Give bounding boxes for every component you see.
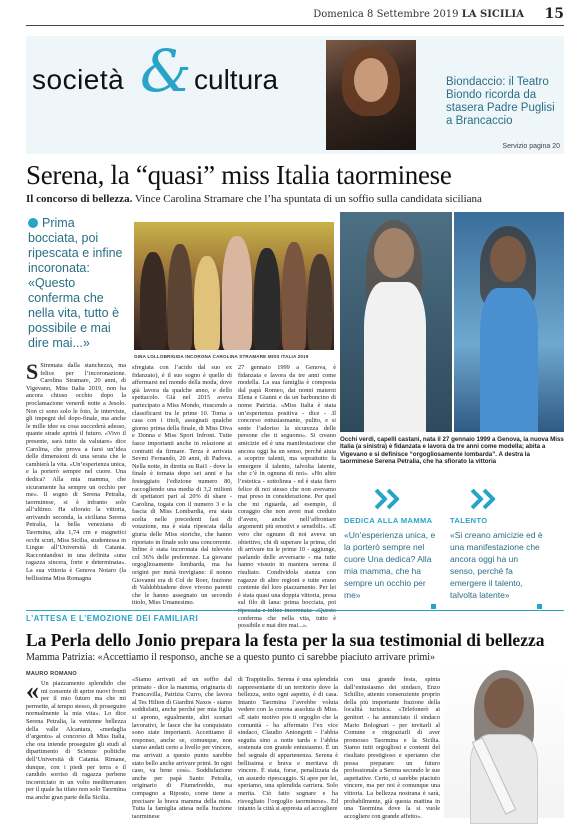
photos-caption-text: Occhi verdi, capelli castani, nata il 27 gennaio 1999 a Genova, la nuova Miss Italia (a sinistra) è fidanzata e lavora da tre anni come modella; abita a Vigevano e si definisce “orgogliosamente lombarda”. A destra la taorminese Serena Petralia, che ha sfiorato la vittoria xyxy=(340,436,564,466)
section-ampersand: & xyxy=(140,37,192,105)
photo-figure xyxy=(282,242,306,350)
section-label-left: società xyxy=(32,64,125,95)
photo-dress xyxy=(364,282,426,432)
opening-quote-icon: « xyxy=(26,676,39,705)
second-column-4: con una grande festa, spinta dall’entusiasmo dei sindaco, Enzo Schillio, attento consenziente proprio della più importante frazione della località turistica. «Telefonerò ai genitori - ha annunciato il sindaco Mario Bolognari - per invitarli al Comune e ringraziarli di aver promosso Taormina e la Sicilia. Siamo tutti orgogliosi e contenti del risultato prestigioso e speriamo che possa preparare un futuro professionale a Serena secondo le sue aspettative. Certo, ci sarebbe piaciuto vincere, ma per noi è comunque una vittoria. La bellezza nostrana è sarà, probabilmente, già questa mattina in una Taormina dove la si vuole accogliere con grande affetto». xyxy=(344,676,440,820)
section-banner xyxy=(26,36,564,154)
subhead-lead: Il concorso di bellezza. xyxy=(26,193,133,205)
second-column-1 xyxy=(26,676,126,818)
chevron-right-icon xyxy=(480,488,498,510)
photo-figure xyxy=(222,236,252,350)
subhead-text: Vince Carolina Stramare che l’ha spuntata di un soffio sulla candidata siciliana xyxy=(132,193,482,205)
box-title: DEDICA ALLA MAMMA xyxy=(344,516,433,525)
article-column-3: 27 gennaio 1999 a Genova, è fidanzata e lavora da tre anni come modella. La sua famiglia è composta dal papà Romeo, dai nonni materni Elena e Gianni e da un barboncino di nome Patrizia. «Miss Italia è stata un’esperienza positiva - dice - .Il concorso entusiasmante, pulito, e si sente l’adoriso la sicurezza delle persone che ti seguono». Si creano amicizie ed è una manifestazione che ancora oggi ha un senso, perché aiuta a scoprire talenti, ma soprattutto fa emergere il talento, talvolta latente, che c’è in ognuna di noi». «Ho altre l’estetica - sottolinea - ed è stata fiero felice di noi stesso che non avevamo mai preso in considerazione. Per quel che mi riguarda, ad esempio, il coraggio che non avrei mai creduto d’avere, anche nell’affrontare argomenti più emotivi e sensibili». «E vero che ognuno di noi aveva un obiettivo, chi di superare la prima, chi di arrivare tra le prime 10 - aggiunge, parlando delle avversarie - ma tutte hanno vissuto in maniera serena il risultato. Condividola stanza con ragazze di altre regioni e tutte erano contente del loro piazzamento. Per lei è stata quasi una doppia vittoria, presa sul filo di lana: prima bocciata, poi ripescata e infine incoronata: «Questo conferma che nella vita, tutto è possibile e mai dire mai...». xyxy=(238,364,336,630)
section-divider xyxy=(26,610,564,611)
teaser-reference: Servizio pagina 20 xyxy=(502,143,560,150)
issue-date: Domenica 8 Settembre 2019 xyxy=(313,9,459,20)
bullet-arrow-icon xyxy=(28,218,38,228)
serena-portrait-photo xyxy=(444,664,564,818)
article-column-1 xyxy=(26,359,126,608)
photo-figure xyxy=(308,254,332,350)
byline: MAURO ROMANO xyxy=(26,671,77,677)
teaser-photo-face xyxy=(354,58,388,102)
column-text: Stremata dalla stanchezza, ma felice per l’incoronazione. Carolina Stramare, 20 anni, di Vigevano, Miss Italia 2019, non ha ancora chiuso occhio dopo la proclamazione venerdì notte a Jesolo. Non ci sono solo le foto, le interviste, gli impegni del dopo-finale, ma anche le mille idee su cosa succederà adesso, quante strade aprirà il futuro. «Vivo il presente, sarà tutto da valutare» dice Carolina, che prova a farsi un’idea delle dimensioni di una serata che le cambierà la vita. «Un’esperienza unica, e la porterò sempre nel cuore. Una dedica? Alla mia mamma, che sicuramente ha sempre un occhio per me». Il sogno di Serena Petralia, taorminese, si è infranto solo all’ultimo. Ha sfiorato la vittoria, arrivando seconda, la siciliana Serena Petralia, la bella veneziana di Taormina, alta 1,74 cm e magnetici occhi scuri, Miss Sicilia, studentessa in Lingue all’Università di Catania. Raccontandosi in una definita «una ragazza sincera, forte e determinata». La sua vittoria è Genova Notaro (la bellissima Miss Romagna xyxy=(26,362,126,582)
drop-cap: S xyxy=(26,359,39,384)
pull-quote-text: Prima bocciata, poi ripescata e infine incoronata: «Questo conferma che nella vita, tutto è possibile e mai dire mai...» xyxy=(28,216,123,350)
photo-figure xyxy=(140,252,166,350)
photo-figure xyxy=(168,244,192,350)
teaser-photo xyxy=(326,40,416,150)
page-header xyxy=(26,6,564,26)
chevron-right-icon xyxy=(384,488,402,510)
pull-quote xyxy=(28,216,128,351)
end-square-icon xyxy=(431,604,436,609)
section-label-right: cultura xyxy=(194,64,279,95)
end-square-icon xyxy=(537,604,542,609)
second-subhead: Mamma Patrizia: «Accettiamo il responso, anche se a questo punto ci sarebbe piaciuto arrivare primi» xyxy=(26,652,436,663)
photo-caption: GINA LOLLOBRIGIDA INCORONA CAROLINA STRAMARE MISS ITALIA 2019 xyxy=(134,354,309,359)
second-column-2: «Siamo arrivati ad un soffio dal primato - dice la mamma, originaria di Francavilla, Patrizia Curro, che lavora al Tes Hilton di Giardini Naxos - siamo soddisfatti, anche perché per mia figlia si aprono, egualmente, altri scenari lavorativi, le fasce che ha conquistato sono state importanti. Accettiamo il responso, anche se, comunque, non siamo andati certo a livello per vincere, ma arrivati a questo punto sarebbe stato bello anche arrivare primi. In ogni caso, va bene così». Soddisfazione anche per papà Santo Petralia, originario di Fiumefreddo, ma compagno a Riposto, come tiene a precisare la brava mamma della miss. Tutta la famiglia attesa nella frazione taorminese xyxy=(132,676,232,820)
box-title: TALENTO xyxy=(450,516,488,525)
photos-caption xyxy=(340,436,564,466)
header-date xyxy=(313,9,524,20)
miss-italia-photo xyxy=(340,212,452,432)
serena-petralia-photo xyxy=(454,212,564,432)
box-talento xyxy=(450,516,544,601)
box-body: «Un’esperienza unica, e la porterò sempre nel cuore Una dedica? Alla mia mamma, che ha sempre un occhio per me» xyxy=(344,530,436,600)
paper-name: LA SICILIA xyxy=(461,9,524,20)
page-number: 15 xyxy=(544,6,564,22)
box-body: «Si creano amicizie ed è una manifestazione che ancora oggi ha un senso, perché fa emergere il talento, talvolta latente» xyxy=(450,530,543,600)
main-headline: Serena, la “quasi” miss Italia taorminese xyxy=(26,160,452,190)
photo-dress xyxy=(480,288,538,432)
second-kicker: L’ATTESA E L’EMOZIONE DEI FAMILIARI xyxy=(26,614,199,623)
photo-figure xyxy=(194,256,220,350)
second-headline: La Perla dello Jonio prepara la festa per la sua testimonial di bellezza xyxy=(26,630,545,650)
column-text: Un piazzamento splendido che mi consente di aprire nuovi fronti per il mio futuro ma che mi permette, al tempo stesso, di proseguire normalmente la mia vita». Lo dice Serena Petralia, la ventenne bellezza della valle Alcantara, «medaglia d’argento» al concorso di Miss Italia, che ora intende proseguire gli studi al dipartimento di Scienze politiche dell’Università di Catania. Rimane, dunque, con i piedi per terra e il candido sorriso di ragazza perbene incorniciato in un volto mediterraneo per il quale ha tifato non solo Taormina ma anche gran parte della Sicilia. xyxy=(26,680,126,801)
chevron-decoration xyxy=(372,488,568,516)
main-subhead xyxy=(26,193,564,205)
box-dedica xyxy=(344,516,438,601)
crowning-photo xyxy=(134,222,334,350)
teaser-text[interactable]: Biondaccio: il Teatro Biondo ricorda da stasera Padre Puglisi a Brancaccio xyxy=(446,76,555,127)
article-column-2: sfregiata con l’acido dal suo ex fidanzato), è il suo sogno è quello di affermarsi nel mondo della moda, dove già lavora da qualche anno, e dello spettacolo. Già nel 2015 aveva partecipato a Miss Mondo, riuscendo a classificarsi tra le prime 10. Torna a casa con i titoli, assegnati qualche giorno prima della finale, di Miss Diva e Donna e Miss Sport Infront. Tutte fasce importanti anche in relazione ai contratti da firmare. Terza è arrivata Sevmi Fernando, 20 anni, di Padova. Nella notte, in diretta su Rai1 - dove la finale è tornata dopo sei anni e ha festeggiato l’edizione numero 80, raccogliendo una media di 3,2 milioni di spettatori pari al 20% di share - Carolina, togata con il numero 3 e la fascia di Miss Lombardia, era stata scelta nelle precedenti fasi di votazione, ma è stata ripescata dalla giuria delle Miss storiche, che hanno riportato in finale solo una concorrente. Infine è stata incoronata dal televoto col 36% delle preferenze. La giovane orgogliosamente lombarda, ma ha origini per metà trevigiane: il nonno Giovanni era di Col de Roer, frazione di Valdobbiadene dove vivono parenti che le hanno assegnato un secondo titolo, Miss Umanesimo. xyxy=(132,364,232,607)
second-column-3: di Trappitello. Serena è una splendida rappresentante di un territorio dove la bellezza, sotto ogni aspetto, è di casa. Intanto Taormina l’avrebbe voluta vedere con la corona assoluta di Miss. «È stato motivo pos ti orgoglio che la comunità - ha affermato l’ex vice sindaco, Claudio Antongetti - l’abbia seguita sino a notte tarda e l’abbia sostenuta con grande entusiasmo. È un bel segnale di appartenenza. Serena è bellissima e brava e meritava di vincere. È stata, forse, penalizzata da un assurdo ripescaggio. Si apre per lei, speriamo, una splendida carriera. Solo merita. Ciò fatto sognare e ha risvegliato l’orgoglio taorminese». Ed intanto la città si appresta ad accogliere xyxy=(238,676,338,813)
photo-figure xyxy=(254,248,280,350)
